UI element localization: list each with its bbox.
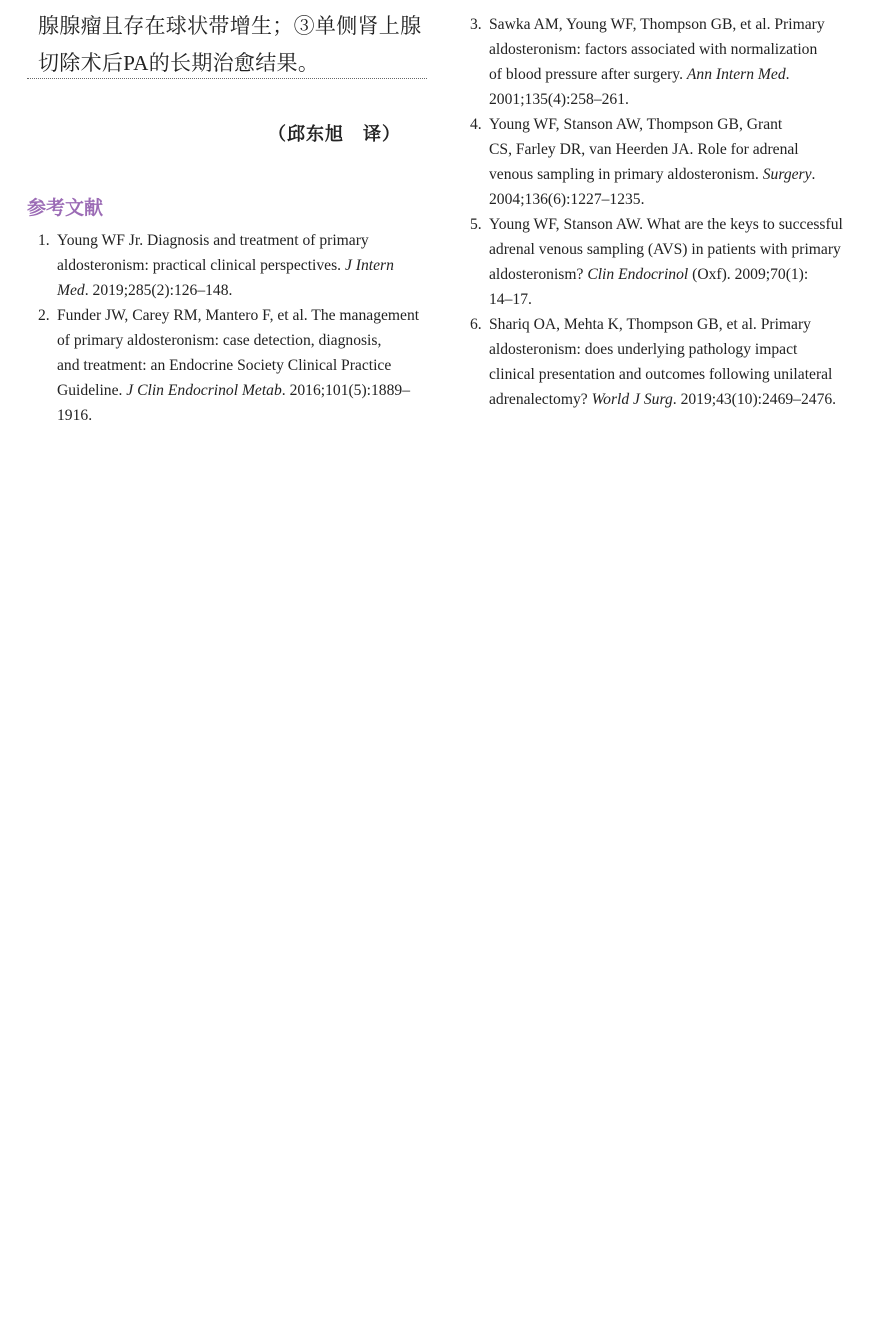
- reference-number: 5.: [470, 216, 482, 233]
- reference-line: [489, 12, 860, 37]
- journal-name: J Intern: [344, 257, 394, 274]
- reference-line: [489, 337, 860, 362]
- reference-line: [489, 162, 860, 187]
- reference-text: 14–17.: [489, 291, 532, 308]
- reference-line: [489, 362, 860, 387]
- reference-line: [489, 387, 860, 412]
- reference-line: [489, 187, 860, 212]
- reference-item: [470, 12, 860, 112]
- reference-item: [470, 212, 860, 312]
- reference-text: .: [785, 66, 790, 83]
- reference-line: [489, 212, 860, 237]
- journal-name: Ann Intern Med: [686, 66, 786, 83]
- reference-text: Young WF, Stanson AW, Thompson GB, Grant: [489, 116, 783, 133]
- reference-text: 2001;135(4):258–261.: [489, 91, 629, 108]
- reference-text: .: [811, 166, 816, 183]
- intro-paragraph: [38, 8, 430, 82]
- journal-name: Med: [57, 282, 85, 299]
- reference-text: . 2019;43(10):2469–2476.: [672, 391, 837, 408]
- reference-line: [57, 228, 430, 253]
- journal-name: Surgery: [762, 166, 812, 183]
- reference-text: . 2016;101(5):1889–: [281, 382, 410, 399]
- reference-line: [489, 262, 860, 287]
- intro-line: 腺腺瘤且存在球状带增生；③单侧肾上腺: [38, 14, 422, 38]
- reference-number: 2.: [38, 307, 50, 324]
- reference-line: [57, 353, 430, 378]
- reference-text: Guideline.: [57, 382, 127, 399]
- reference-line: [489, 312, 860, 337]
- reference-line: [489, 287, 860, 312]
- reference-text: venous sampling in primary aldosteronism.: [489, 166, 763, 183]
- reference-text: 2004;136(6):1227–1235.: [489, 191, 645, 208]
- reference-line: [489, 237, 860, 262]
- reference-line: [489, 112, 860, 137]
- journal-name: World J Surg: [591, 391, 673, 408]
- reference-item: [38, 303, 430, 428]
- journal-name: J Clin Endocrinol Metab: [126, 382, 282, 399]
- dotted-divider: [27, 78, 427, 79]
- reference-line: [489, 87, 860, 112]
- reference-text: aldosteronism: does underlying pathology impact: [489, 341, 798, 358]
- reference-text: Funder JW, Carey RM, Mantero F, et al. The management: [57, 307, 420, 324]
- references-heading: 参考文献: [27, 197, 104, 219]
- reference-text: . 2019;285(2):126–148.: [84, 282, 233, 299]
- reference-text: Shariq OA, Mehta K, Thompson GB, et al. Primary: [489, 316, 811, 333]
- reference-text: of blood pressure after surgery.: [489, 66, 687, 83]
- reference-text: adrenalectomy?: [489, 391, 592, 408]
- reference-text: aldosteronism?: [489, 266, 588, 283]
- reference-text: aldosteronism: practical clinical perspectives.: [57, 257, 345, 274]
- reference-text: Sawka AM, Young WF, Thompson GB, et al. Primary: [489, 16, 825, 33]
- reference-line: [57, 253, 430, 278]
- reference-item: [470, 112, 860, 212]
- references-list-right: [470, 12, 860, 412]
- reference-text: Young WF Jr. Diagnosis and treatment of primary: [57, 232, 369, 249]
- reference-number: 1.: [38, 232, 50, 249]
- reference-line: [57, 378, 430, 403]
- reference-text: adrenal venous sampling (AVS) in patients with primary: [489, 241, 841, 258]
- reference-number: 3.: [470, 16, 482, 33]
- reference-text: CS, Farley DR, van Heerden JA. Role for adrenal: [489, 141, 799, 158]
- translator-credit: （邱东旭 译）: [268, 124, 401, 144]
- intro-line: 切除术后PA的长期治愈结果。: [38, 51, 320, 75]
- reference-text: of primary aldosteronism: case detection, diagnosis,: [57, 332, 382, 349]
- reference-text: 1916.: [57, 407, 93, 424]
- reference-number: 6.: [470, 316, 482, 333]
- reference-line: [57, 278, 430, 303]
- reference-number: 4.: [470, 116, 482, 133]
- reference-item: [38, 228, 430, 303]
- reference-line: [489, 37, 860, 62]
- reference-line: [489, 62, 860, 87]
- journal-name: Clin Endocrinol: [587, 266, 689, 283]
- reference-text: clinical presentation and outcomes following unilateral: [489, 366, 833, 383]
- reference-text: Young WF, Stanson AW. What are the keys to successful: [489, 216, 843, 233]
- reference-item: [470, 312, 860, 412]
- reference-line: [57, 303, 430, 328]
- reference-line: [489, 137, 860, 162]
- references-list-left: [38, 228, 430, 428]
- reference-line: [57, 403, 430, 428]
- reference-text: (Oxf). 2009;70(1):: [688, 266, 809, 283]
- reference-text: aldosteronism: factors associated with normalization: [489, 41, 818, 58]
- reference-line: [57, 328, 430, 353]
- reference-text: and treatment: an Endocrine Society Clinical Practice: [57, 357, 392, 374]
